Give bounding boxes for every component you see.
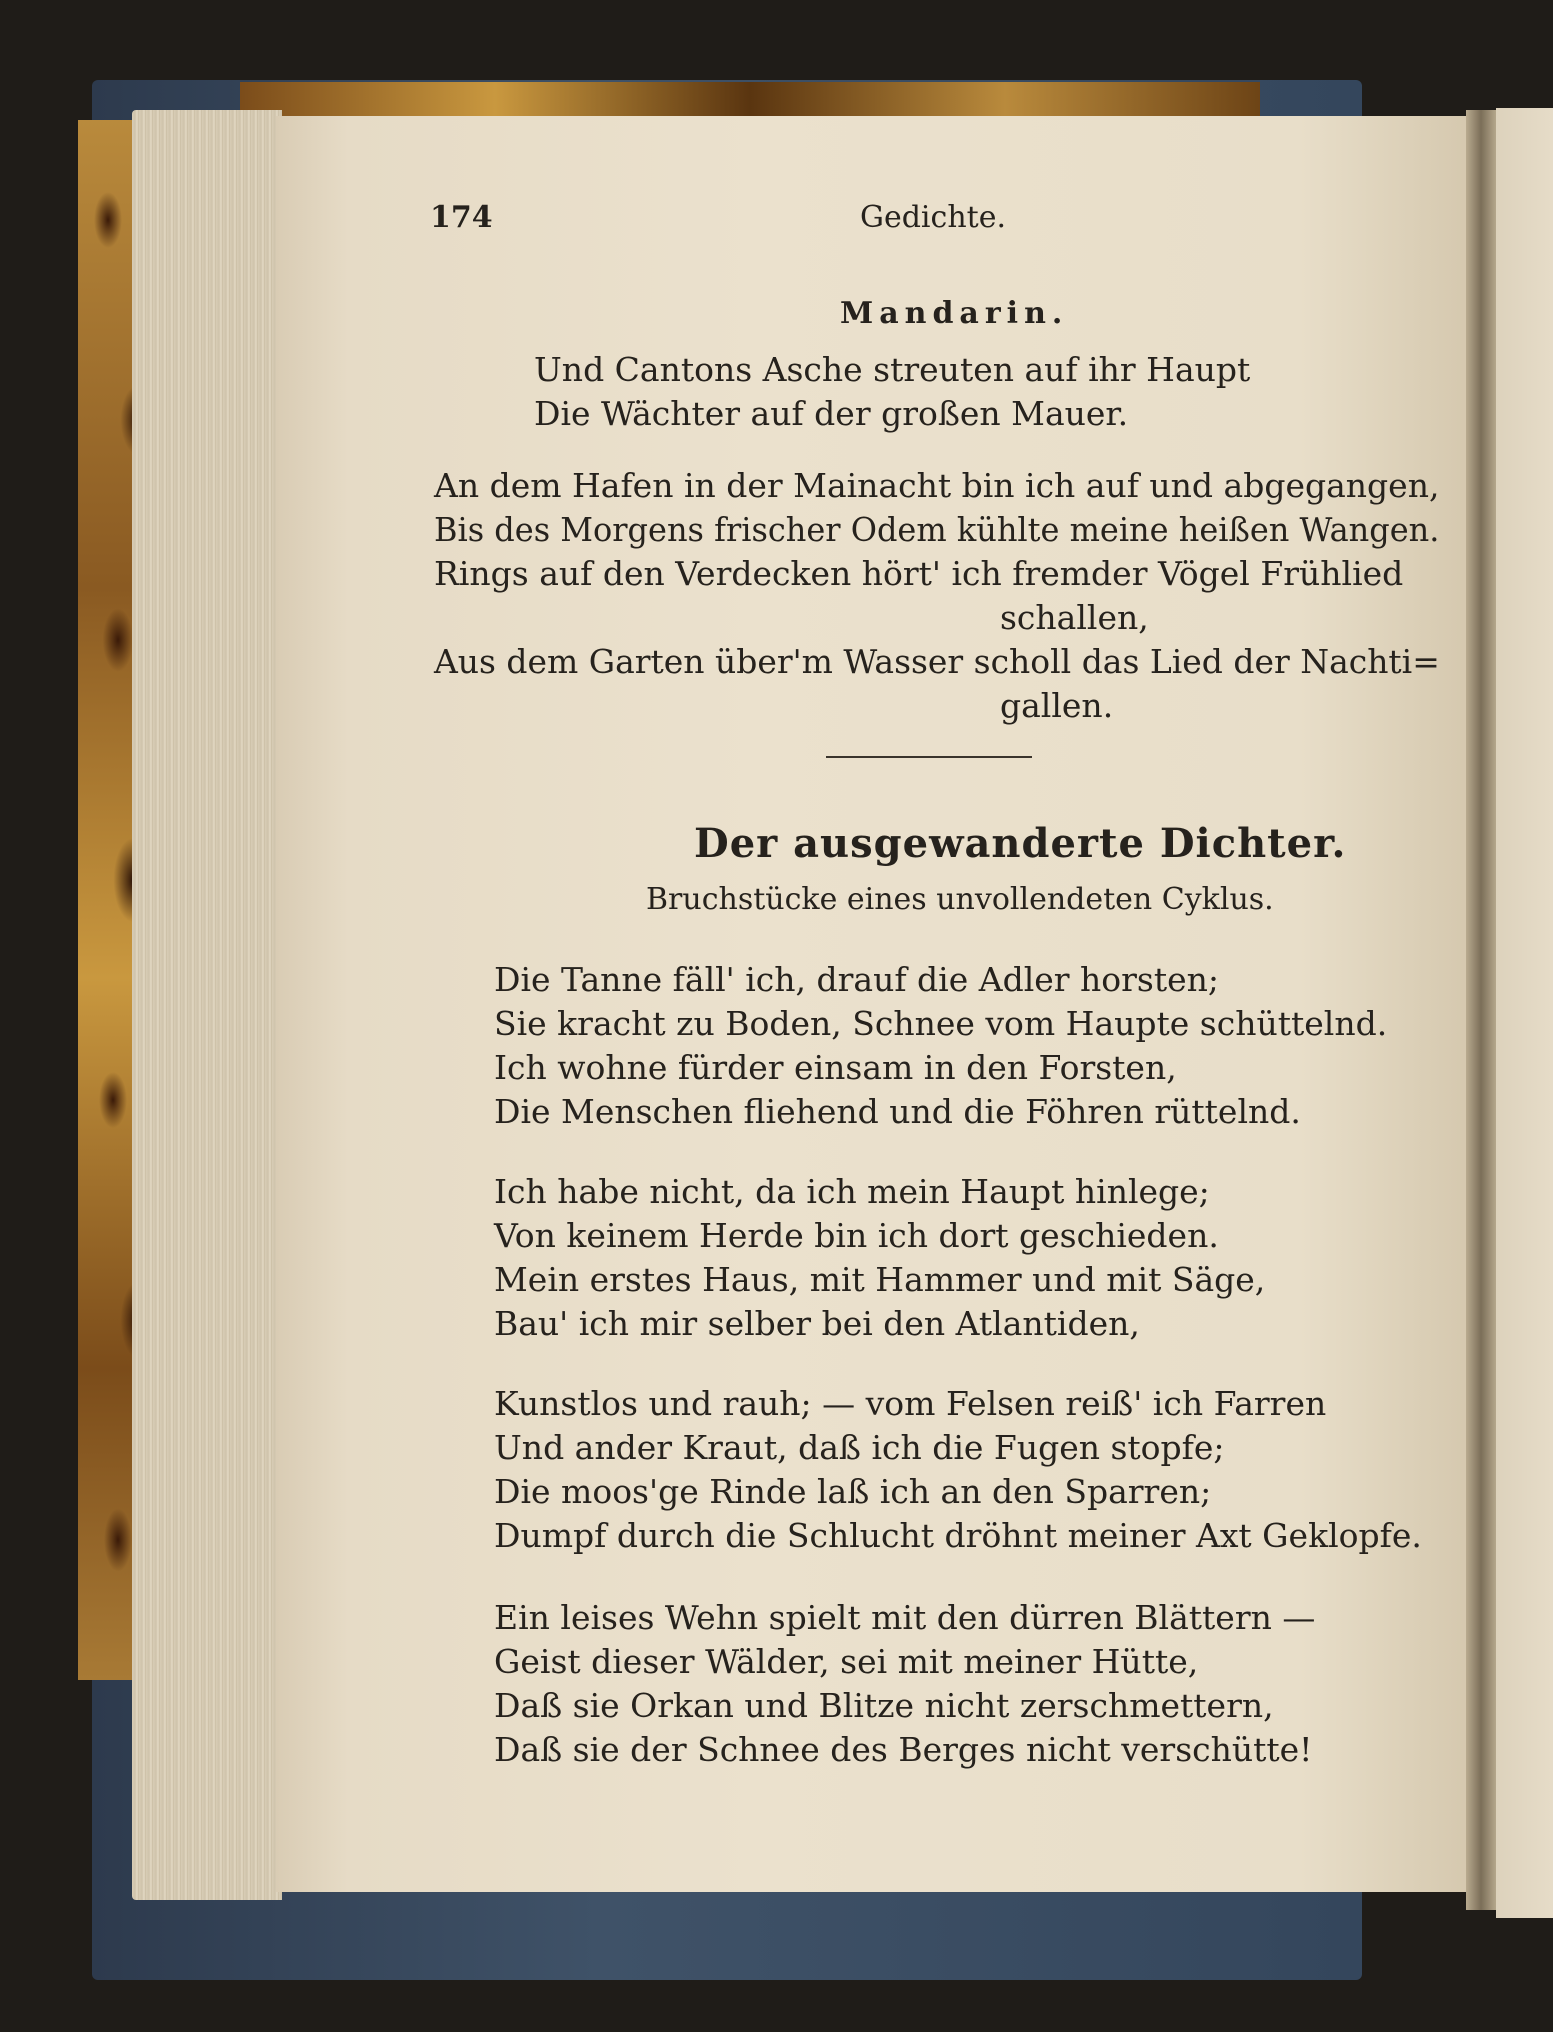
poem-line: Die moos'ge Rinde laß ich an den Sparren;: [494, 1472, 1212, 1511]
poem-line: Mein erstes Haus, mit Hammer und mit Säge,: [494, 1260, 1266, 1299]
poem-line: An dem Hafen in der Mainacht bin ich auf und abgegangen,: [434, 466, 1440, 505]
poem-line: Bis des Morgens frischer Odem kühlte meine heißen Wangen.: [434, 510, 1440, 549]
poem-line: Rings auf den Verdecken hört' ich fremder Vögel Frühlied: [434, 554, 1404, 593]
page-number: 174: [430, 200, 493, 235]
poem-line: Ich wohne fürder einsam in den Forsten,: [494, 1048, 1177, 1087]
poem-line: Bau' ich mir selber bei den Atlantiden,: [494, 1304, 1140, 1343]
poem-line: Kunstlos und rauh; — vom Felsen reiß' ich Farren: [494, 1384, 1327, 1423]
poem-title-mandarin: Mandarin.: [840, 296, 1069, 331]
running-title: Gedichte.: [860, 200, 1006, 235]
poem-line: schallen,: [1000, 598, 1149, 637]
poem-line: Daß sie Orkan und Blitze nicht zerschmettern,: [494, 1686, 1274, 1725]
book-gutter: [1466, 110, 1496, 1910]
poem-line: Ein leises Wehn spielt mit den dürren Blättern —: [494, 1598, 1316, 1637]
poem-title: Der ausgewanderte Dichter.: [694, 820, 1347, 867]
poem-line: Von keinem Herde bin ich dort geschieden.: [494, 1216, 1219, 1255]
poem-line: Und Cantons Asche streuten auf ihr Haupt: [534, 350, 1251, 389]
poem-line: Daß sie der Schnee des Berges nicht verschütte!: [494, 1730, 1313, 1769]
poem-line: Aus dem Garten über'm Wasser scholl das Lied der Nachti=: [434, 642, 1440, 681]
poem-line: Die Menschen fliehend und die Föhren rüttelnd.: [494, 1092, 1301, 1131]
section-divider: [826, 756, 1032, 758]
facing-page-edge: [1496, 108, 1553, 1918]
poem-line: Die Wächter auf der großen Mauer.: [534, 394, 1129, 433]
poem-line: Und ander Kraut, daß ich die Fugen stopfe;: [494, 1428, 1225, 1467]
page-stack-edges: [132, 110, 282, 1900]
poem-line: Ich habe nicht, da ich mein Haupt hinlege;: [494, 1172, 1210, 1211]
poem-line: Dumpf durch die Schlucht dröhnt meiner Axt Geklopfe.: [494, 1516, 1422, 1555]
poem-line: gallen.: [1000, 686, 1114, 725]
poem-line: Geist dieser Wälder, sei mit meiner Hütte,: [494, 1642, 1199, 1681]
poem-line: Die Tanne fäll' ich, drauf die Adler horsten;: [494, 960, 1220, 999]
poem-subtitle: Bruchstücke eines unvollendeten Cyklus.: [646, 882, 1274, 917]
poem-line: Sie kracht zu Boden, Schnee vom Haupte schüttelnd.: [494, 1004, 1388, 1043]
